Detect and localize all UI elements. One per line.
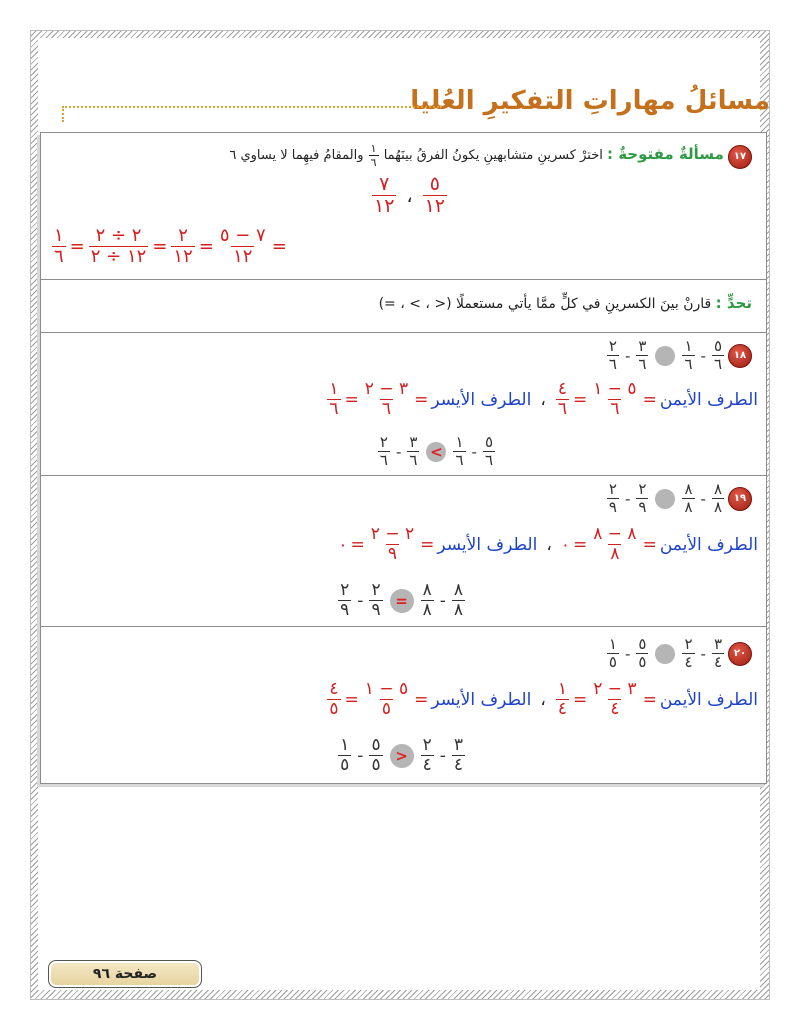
equals-sign: = — [344, 389, 359, 410]
equals-sign: = — [271, 236, 287, 257]
fraction-denominator: ٦ — [379, 451, 388, 469]
fraction-c — [369, 737, 382, 774]
fraction-numerator: ١ — [455, 433, 464, 451]
fraction-numerator: ٨ — [422, 580, 432, 600]
fraction-denominator: ٤ — [453, 755, 463, 775]
fraction-numerator: ١ — [329, 379, 339, 399]
fraction-numerator: ٥ − ١ — [364, 679, 409, 699]
right-side-fraction — [591, 681, 638, 718]
fraction-numerator: ٢ — [422, 735, 432, 755]
problem-18-working — [326, 381, 758, 418]
challenge-label: تحدٍّ : — [715, 294, 752, 312]
fraction-denominator: ٥ — [638, 653, 647, 671]
comparison-answer-circle: > — [426, 442, 446, 462]
fraction-denominator: ١٢ — [374, 195, 395, 217]
fraction-denominator: ٦ — [329, 399, 339, 419]
fraction-numerator: ١ — [557, 679, 567, 699]
left-side-result — [327, 381, 340, 418]
minus-sign: - — [700, 644, 706, 663]
fraction-denominator: ٥ — [608, 653, 617, 671]
right-side-fraction — [591, 381, 638, 418]
comparison-blank-circle[interactable] — [655, 489, 675, 509]
fraction-denominator: ٦ — [713, 355, 722, 373]
header-dotted-rule — [62, 106, 442, 108]
equals-sign: = — [642, 389, 657, 410]
work-fraction-subtraction — [218, 227, 268, 266]
fraction-numerator: ٤ — [557, 379, 567, 399]
problem-17-working — [51, 227, 287, 266]
problem-20-box — [40, 626, 767, 784]
fraction-denominator: ١٢ — [173, 246, 193, 267]
fraction-numerator: ٣ — [713, 635, 722, 653]
problem-20-expression — [606, 637, 752, 670]
right-side-label: الطرف الأيمن — [659, 689, 758, 710]
fraction-numerator: ٢ — [340, 580, 350, 600]
fraction-a — [712, 637, 724, 670]
left-side-fraction — [363, 681, 410, 718]
problem-20-working — [326, 681, 758, 718]
fraction-a — [452, 582, 465, 619]
page-number-badge — [48, 960, 202, 988]
fraction-denominator: ٤ — [684, 653, 693, 671]
page-number-label: صفحة ٩٦ — [92, 966, 158, 982]
fraction-numerator: ٥ − ١ — [593, 379, 637, 399]
fraction-denominator: ٥ — [329, 699, 339, 719]
fraction-b — [682, 339, 694, 372]
separator: ، — [546, 534, 552, 555]
fraction-denominator: ٦ — [455, 451, 464, 469]
fraction-denominator: ٤ — [557, 699, 567, 719]
fraction-denominator: ٩ — [638, 498, 647, 516]
fraction-d — [338, 737, 351, 774]
fraction-numerator: ١ — [608, 635, 617, 653]
fraction-numerator: ٢ — [638, 480, 647, 498]
problem-17-text-a: اخترْ كسرينِ متشابهينِ يكونُ الفرقُ بينَهُما — [383, 148, 603, 163]
fraction-denominator: ٦ — [484, 451, 493, 469]
fraction-numerator: ٣ — [638, 337, 647, 355]
problem-19-number-badge: ١٩ — [728, 487, 752, 511]
fraction-a — [452, 737, 465, 774]
equals-sign: = — [414, 689, 429, 710]
fraction-d — [607, 482, 619, 515]
left-side-result — [327, 681, 340, 718]
comparison-answer-circle: < — [390, 744, 414, 768]
fraction-denominator: ٤ — [610, 699, 620, 719]
left-side-fraction — [369, 526, 416, 563]
fraction-b — [453, 435, 465, 468]
fraction-numerator: ٧ — [379, 173, 390, 195]
right-side-result: ٠ — [560, 534, 570, 555]
challenge-text: قارنْ بينَ الكسرينِ في كلٍّ ممَّا يأتي مستعملًا (< ، > ، =) — [378, 296, 712, 312]
fraction-denominator: ٥ — [340, 755, 350, 775]
problem-19-expression — [606, 482, 752, 515]
fraction-c — [636, 637, 648, 670]
fraction-numerator: ١ — [684, 337, 693, 355]
minus-sign: - — [624, 644, 631, 663]
fraction-d — [607, 339, 619, 372]
fraction-denominator: ٦ — [54, 246, 64, 267]
minus-sign: - — [471, 442, 477, 461]
fraction-denominator: ٩ — [371, 600, 381, 620]
fraction-a — [712, 482, 724, 515]
left-side-label: الطرف الأيسر — [431, 689, 532, 710]
work-fraction-difference — [171, 227, 194, 266]
fraction-numerator: ٤ — [329, 679, 339, 699]
fraction-numerator: ٥ — [429, 173, 440, 195]
separator: ، — [540, 389, 546, 410]
fraction-denominator: ٨ — [453, 600, 463, 620]
fraction-numerator: ٢ — [608, 480, 617, 498]
fraction-denominator: ٩ — [340, 600, 350, 620]
right-side-fraction — [591, 526, 638, 563]
fraction-numerator: ٥ — [484, 433, 493, 451]
fraction-denominator: ١٢ — [424, 195, 445, 217]
minus-sign: - — [395, 442, 402, 461]
fraction-denominator: ٥ — [371, 755, 381, 775]
fraction-denominator: ٦ — [370, 156, 377, 169]
fraction-denominator: ٩ — [608, 498, 617, 516]
problem-17-given-fraction — [369, 143, 379, 168]
fraction-denominator: ٦ — [381, 399, 392, 419]
equals-sign: = — [572, 534, 588, 555]
fraction-b — [421, 582, 434, 619]
problem-18-expression — [606, 339, 752, 372]
answer-separator: ، — [406, 184, 413, 207]
minus-sign: - — [624, 346, 631, 365]
fraction-numerator: ٥ — [371, 735, 381, 755]
fraction-numerator: ٢ — [371, 580, 381, 600]
challenge-statement — [379, 294, 752, 312]
fraction-numerator: ٢ ÷ ٢ — [95, 225, 142, 246]
fraction-numerator: ٢ — [178, 225, 188, 246]
equals-sign: = — [350, 534, 365, 555]
fraction-numerator: ٨ — [453, 580, 463, 600]
equals-sign: = — [152, 236, 168, 257]
fraction-denominator: ١٢ — [233, 246, 253, 267]
minus-sign: - — [624, 489, 631, 508]
fraction-a — [712, 339, 724, 372]
left-side-fraction — [363, 381, 410, 418]
fraction-numerator: ٧ − ٥ — [219, 225, 266, 246]
fraction-numerator: ٣ − ٢ — [364, 379, 409, 399]
fraction-numerator: ٨ — [684, 480, 693, 498]
comparison-blank-circle[interactable] — [655, 644, 675, 664]
comparison-blank-circle[interactable] — [655, 346, 675, 366]
challenge-box — [40, 279, 767, 333]
left-side-label: الطرف الأيسر — [431, 389, 532, 410]
fraction-numerator: ٢ — [608, 337, 617, 355]
problem-19-box — [40, 475, 767, 627]
fraction-numerator: ٢ — [379, 433, 388, 451]
fraction-c — [407, 435, 419, 468]
fraction-denominator: ٦ — [557, 399, 567, 419]
work-fraction-result — [52, 227, 66, 266]
fraction-denominator: ٦ — [610, 399, 620, 419]
equals-sign: = — [420, 534, 435, 555]
problem-17-text-b: والمقامُ فيهِما لا يساوي ٦ — [229, 148, 364, 163]
section-header — [60, 86, 770, 120]
right-side-label: الطرف الأيمن — [659, 534, 758, 555]
fraction-b — [421, 737, 434, 774]
fraction-numerator: ٥ — [713, 337, 722, 355]
problem-18-number-badge: ١٨ — [728, 344, 752, 368]
right-side-label: الطرف الأيمن — [659, 389, 758, 410]
fraction-numerator: ٨ — [713, 480, 722, 498]
minus-sign: - — [700, 489, 706, 508]
minus-sign: - — [700, 346, 706, 365]
problem-17-label: مسألةٌ مفتوحةٌ : — [606, 145, 724, 163]
fraction-numerator: ٣ − ٢ — [593, 679, 637, 699]
fraction-numerator: ٢ − ٢ — [370, 524, 415, 544]
answer-fraction-1 — [423, 175, 447, 216]
fraction-c — [636, 482, 648, 515]
answer-fraction-2 — [372, 175, 396, 216]
fraction-denominator: ٥ — [381, 699, 392, 719]
section-title: مسائلُ مهاراتِ التفكيرِ العُليا — [410, 86, 770, 116]
problem-17-statement — [229, 143, 752, 169]
problem-18-box — [40, 332, 767, 476]
fraction-denominator: ٨ — [610, 544, 620, 564]
problem-17-number-badge: ١٧ — [728, 145, 752, 169]
fraction-denominator: ٦ — [608, 355, 617, 373]
fraction-c — [636, 339, 648, 372]
equals-sign: = — [642, 534, 657, 555]
fraction-numerator: ٣ — [453, 735, 463, 755]
left-side-label: الطرف الأيسر — [437, 534, 538, 555]
fraction-denominator: ٦ — [638, 355, 647, 373]
problem-19-answer-line — [337, 582, 466, 619]
fraction-denominator: ٨ — [684, 498, 693, 516]
left-side-result: ٠ — [338, 534, 348, 555]
right-side-result — [556, 681, 569, 718]
header-dotted-tail — [62, 106, 72, 122]
separator: ، — [540, 689, 546, 710]
fraction-d — [607, 637, 619, 670]
fraction-denominator: ١٢ ÷ ٢ — [90, 246, 147, 267]
fraction-denominator: ٩ — [387, 544, 398, 564]
fraction-b — [682, 482, 694, 515]
minus-sign: - — [357, 590, 364, 611]
equals-sign: = — [69, 236, 85, 257]
problem-20-number-badge: ٢٠ — [728, 642, 752, 666]
minus-sign: - — [357, 745, 364, 766]
equals-sign: = — [414, 389, 429, 410]
equals-sign: = — [344, 689, 359, 710]
fraction-numerator: ٥ — [638, 635, 647, 653]
problem-20-answer-line — [337, 737, 466, 774]
minus-sign: - — [439, 590, 446, 611]
fraction-denominator: ٨ — [422, 600, 432, 620]
problem-17-box — [40, 132, 767, 280]
fraction-numerator: ٣ — [409, 433, 418, 451]
fraction-denominator: ٦ — [684, 355, 693, 373]
fraction-d — [378, 435, 390, 468]
comparison-answer-circle: = — [390, 589, 414, 613]
fraction-a — [483, 435, 495, 468]
equals-sign: = — [198, 236, 214, 257]
minus-sign: - — [439, 745, 446, 766]
problem-17-answer — [371, 175, 448, 216]
fraction-c — [369, 582, 382, 619]
work-fraction-divide — [89, 227, 149, 266]
problem-19-working — [338, 526, 758, 563]
fraction-denominator: ٦ — [409, 451, 418, 469]
fraction-denominator: ٨ — [713, 498, 722, 516]
fraction-numerator: ١ — [54, 225, 64, 246]
problem-18-answer-line — [377, 435, 496, 468]
fraction-numerator: ١ — [370, 142, 377, 155]
fraction-b — [682, 637, 694, 670]
equals-sign: = — [572, 389, 588, 410]
fraction-d — [338, 582, 351, 619]
right-side-result — [556, 381, 569, 418]
equals-sign: = — [572, 689, 588, 710]
fraction-numerator: ١ — [340, 735, 350, 755]
fraction-numerator: ٢ — [684, 635, 693, 653]
fraction-denominator: ٤ — [422, 755, 432, 775]
fraction-numerator: ٨ − ٨ — [593, 524, 637, 544]
fraction-denominator: ٤ — [713, 653, 722, 671]
equals-sign: = — [642, 689, 657, 710]
